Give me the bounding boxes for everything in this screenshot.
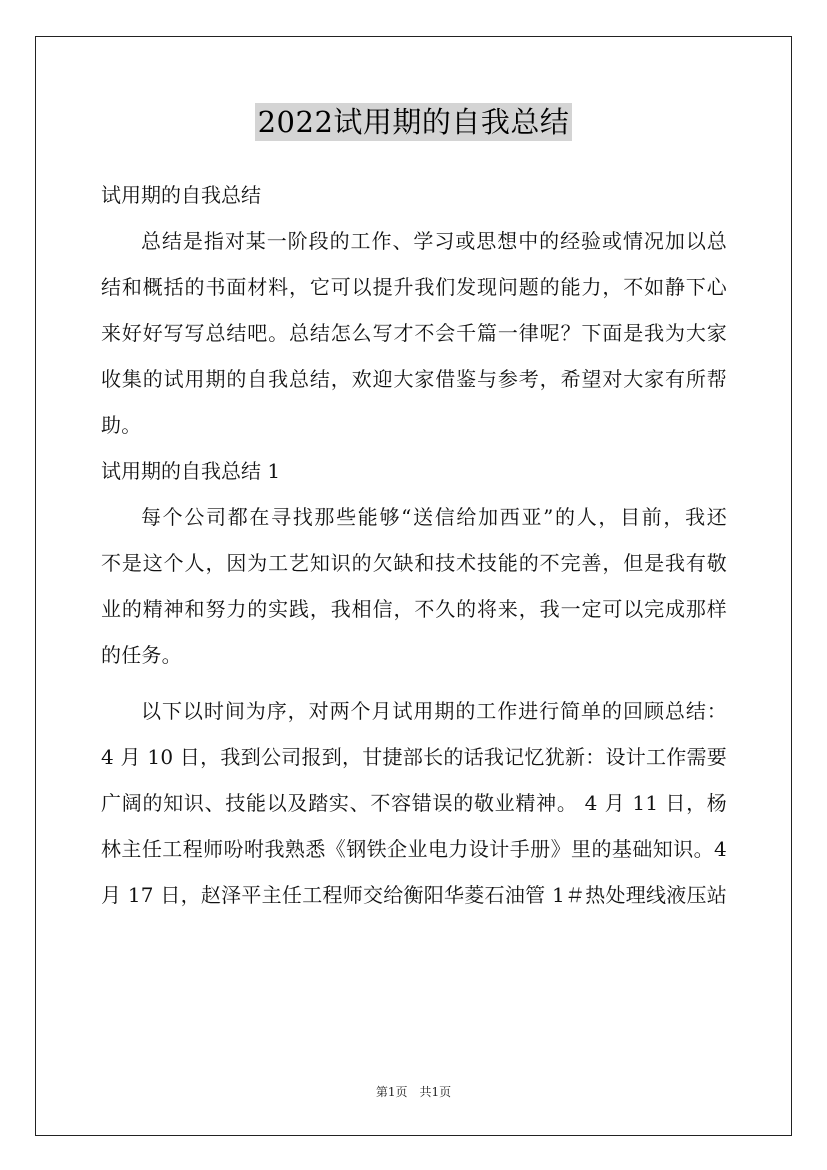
paragraph-line: 每个公司都在寻找那些能够“送信给加西亚”的人，目前，我还 [141, 505, 727, 529]
paragraph-line: 广阔的知识、技能以及踏实、不容错误的敬业精神。 4 月 11 日，杨 [101, 791, 727, 815]
paragraph-line: 总结是指对某一阶段的工作、学习或思想中的经验或情况加以总 [141, 229, 727, 253]
paragraph-line: 收集的试用期的自我总结，欢迎大家借鉴与参考，希望对大家有所帮 [101, 367, 727, 391]
paragraph-line: 以下以时间为序，对两个月试用期的工作进行简单的回顾总结： [141, 699, 727, 723]
body-paragraph [101, 218, 727, 448]
document-body [101, 172, 727, 918]
body-paragraph [101, 494, 727, 678]
section-heading: 试用期的自我总结 1 [101, 459, 281, 483]
paragraph-line: 业的精神和努力的实践，我相信，不久的将来，我一定可以完成那样 [101, 597, 727, 621]
paragraph-line: 月 17 日，赵泽平主任工程师交给衡阳华菱石油管 1＃热处理线液压站 [101, 883, 727, 907]
body-paragraph [101, 688, 727, 918]
title-container [0, 103, 827, 141]
paragraph-line: 助。 [101, 413, 142, 437]
paragraph-line: 的任务。 [101, 643, 182, 667]
page-footer: 第1页 共1页 [375, 1085, 452, 1099]
paragraph-line: 不是这个人，因为工艺知识的欠缺和技术技能的不完善，但是我有敬 [101, 551, 727, 575]
paragraph-line: 结和概括的书面材料，它可以提升我们发现问题的能力，不如静下心 [101, 275, 727, 299]
paragraph-line: 林主任工程师吩咐我熟悉《钢铁企业电力设计手册》里的基础知识。4 [101, 837, 727, 861]
section-heading: 试用期的自我总结 [101, 183, 261, 207]
paragraph-line: 来好好写写总结吧。总结怎么写才不会千篇一律呢？下面是我为大家 [101, 321, 727, 345]
paragraph-gap [101, 678, 727, 688]
paragraph-line: 4 月 10 日，我到公司报到，甘捷部长的话我记忆犹新：设计工作需要 [101, 745, 727, 769]
document-title: 2022试用期的自我总结 [255, 103, 573, 141]
